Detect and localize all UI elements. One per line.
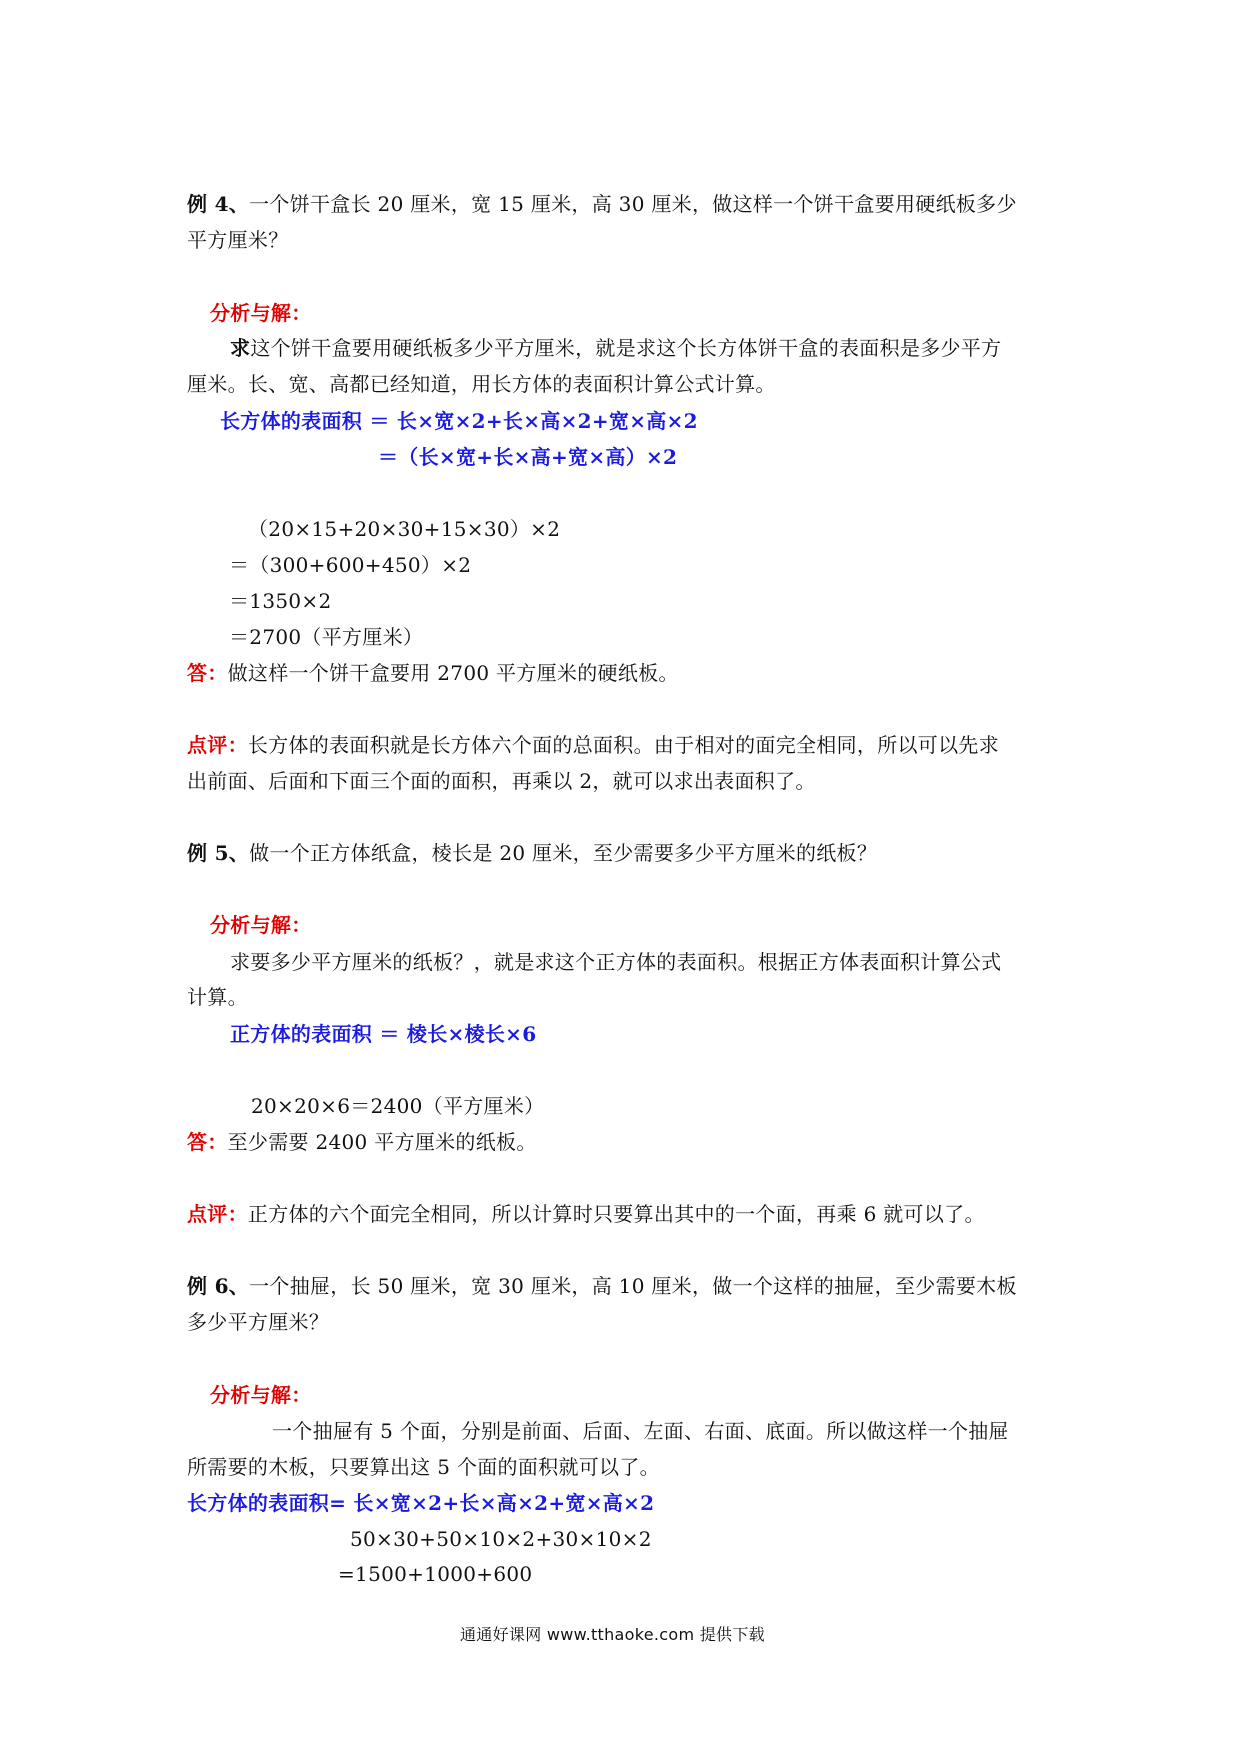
- ex4-question-line1: [187, 190, 1017, 218]
- ex5-comment-text: 正方体的六个面完全相同，所以计算时只要算出其中的一个面，再乘 6 就可以了。: [247, 1202, 985, 1226]
- ex4-analysis-text1: 这个饼干盒要用硬纸板多少平方厘米，就是求这个长方体饼干盒的表面积是多少平方: [250, 336, 1002, 360]
- ex4-answer: [187, 659, 679, 687]
- ex4-calc-line3: ＝1350×2: [229, 589, 332, 613]
- page-footer: 通通好课网 www.tthaoke.com 提供下载: [460, 1625, 765, 1644]
- ex6-question-text1: 一个抽屉，长 50 厘米，宽 30 厘米，高 10 厘米，做一个这样的抽屉，至少需要木板: [249, 1274, 1017, 1298]
- ex4-answer-text: 做这样一个饼干盒要用 2700 平方厘米的硬纸板。: [227, 661, 679, 685]
- ex6-question-line2: 多少平方厘米？: [187, 1310, 330, 1334]
- ex5-calc: 20×20×6＝2400（平方厘米）: [251, 1094, 545, 1118]
- ex4-analysis-line1: [230, 334, 1001, 362]
- ex4-formula-line1: 长方体的表面积 ＝ 长×宽×2+长×高×2+宽×高×2: [220, 409, 698, 433]
- ex5-comment-line: [187, 1200, 985, 1228]
- ex5-label: 例 5、: [187, 841, 250, 865]
- ex4-calc-line2: ＝（300+600+450）×2: [229, 553, 472, 577]
- ex5-analysis-label: 分析与解：: [210, 913, 312, 937]
- ex6-calc-line1: 50×30+50×10×2+30×10×2: [350, 1527, 652, 1551]
- ex5-answer-text: 至少需要 2400 平方厘米的纸板。: [227, 1130, 537, 1154]
- ex6-formula: 长方体的表面积= 长×宽×2+长×高×2+宽×高×2: [187, 1491, 655, 1515]
- ex6-analysis-line1: 一个抽屉有 5 个面，分别是前面、后面、左面、右面、底面。所以做这样一个抽屉: [272, 1419, 1009, 1443]
- ex5-analysis-line2: 计算。: [187, 985, 248, 1009]
- ex4-calc-line4: ＝2700（平方厘米）: [229, 625, 424, 649]
- ex4-analysis-label: 分析与解：: [210, 301, 312, 325]
- ex6-analysis-label: 分析与解：: [210, 1383, 312, 1407]
- ex4-answer-label: 答：: [187, 661, 228, 685]
- ex5-answer-label: 答：: [187, 1130, 228, 1154]
- ex6-analysis-line2: 所需要的木板，只要算出这 5 个面的面积就可以了。: [187, 1455, 660, 1479]
- ex4-analysis-line2: 厘米。长、宽、高都已经知道，用长方体的表面积计算公式计算。: [187, 372, 776, 396]
- ex5-formula: 正方体的表面积 ＝ 棱长×棱长×6: [230, 1022, 537, 1046]
- ex5-analysis-line1: 求要多少平方厘米的纸板？，就是求这个正方体的表面积。根据正方体表面积计算公式: [230, 950, 1002, 974]
- ex5-comment-label: 点评：: [187, 1202, 248, 1226]
- ex5-answer: [187, 1128, 537, 1156]
- ex5-question-text1: 做一个正方体纸盒，棱长是 20 厘米，至少需要多少平方厘米的纸板？: [249, 841, 878, 865]
- ex4-comment-label: 点评：: [187, 733, 248, 757]
- ex5-question-line1: [187, 839, 877, 867]
- ex4-comment-line1: [187, 731, 999, 759]
- ex4-formula-line2: ＝（长×宽+长×高+宽×高）×2: [378, 445, 678, 469]
- ex4-analysis-bold: 求: [230, 336, 251, 360]
- ex4-calc-line1: （20×15+20×30+15×30）×2: [248, 517, 561, 541]
- ex4-comment-text1: 长方体的表面积就是长方体六个面的总面积。由于相对的面完全相同，所以可以先求: [247, 733, 1000, 757]
- ex4-question-line2: 平方厘米？: [187, 228, 289, 252]
- ex4-label: 例 4、: [187, 192, 250, 216]
- ex6-label: 例 6、: [187, 1274, 250, 1298]
- ex4-question-text1: 一个饼干盒长 20 厘米，宽 15 厘米，高 30 厘米，做这样一个饼干盒要用硬纸板多少: [249, 192, 1017, 216]
- ex6-question-line1: [187, 1272, 1017, 1300]
- ex6-calc-line2: =1500+1000+600: [338, 1562, 533, 1586]
- ex4-comment-line2: 出前面、后面和下面三个面的面积，再乘以 2，就可以求出表面积了。: [187, 769, 816, 793]
